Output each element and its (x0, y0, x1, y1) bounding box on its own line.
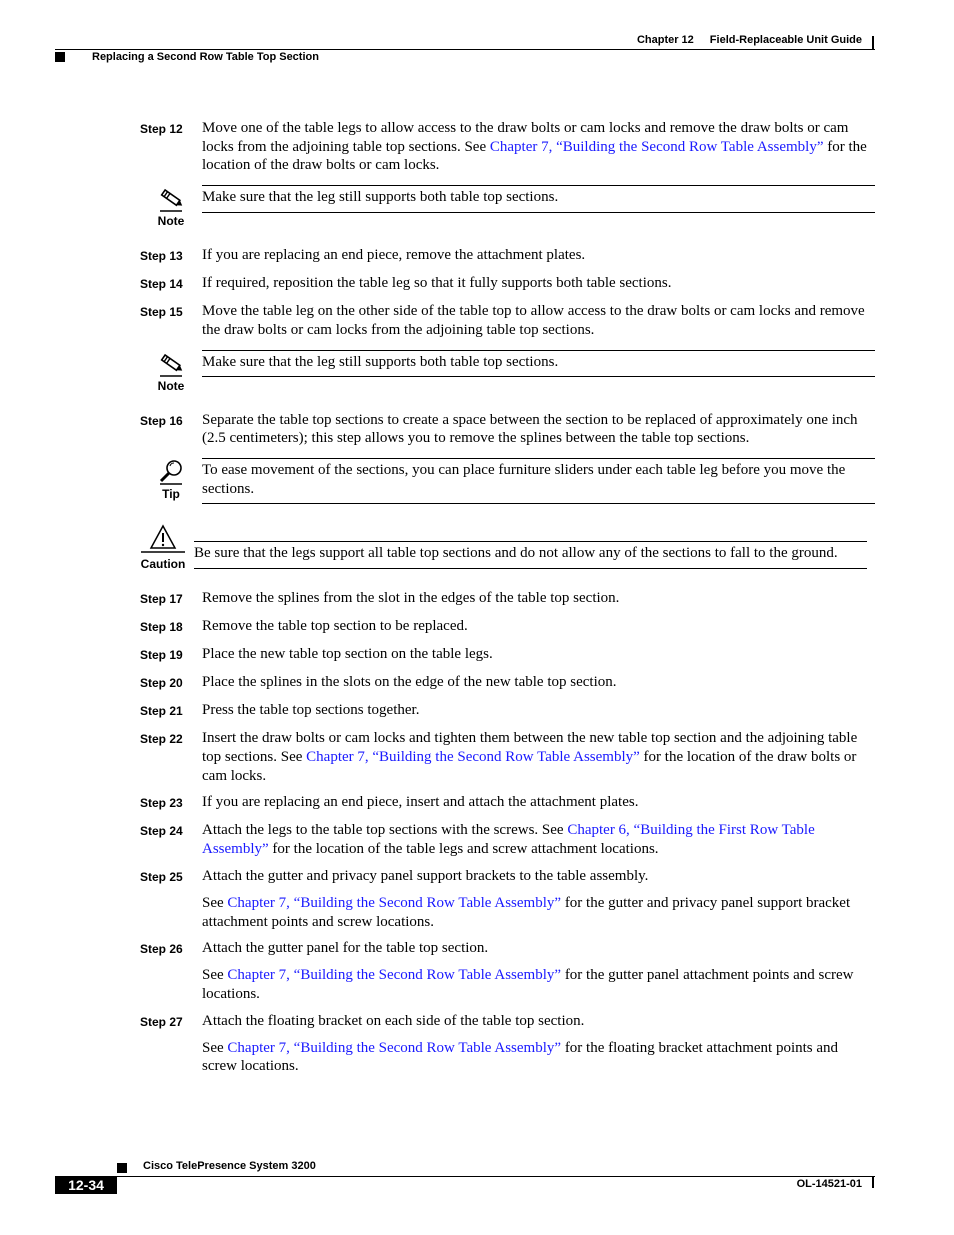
step-18 (140, 617, 875, 637)
step-text-post: for the gutter panel attachment points and screw locations. (202, 967, 854, 1002)
step-text: Attach the gutter panel for the table top section. (202, 940, 489, 957)
step-27 (140, 1012, 875, 1032)
step-text: Attach the floating bracket on each side of the table top section. (202, 1012, 585, 1029)
step-text-pre: See (202, 967, 228, 984)
footer-doc-number: OL-14521-01 (796, 1178, 862, 1190)
step-text: Remove the splines from the slot in the edges of the table top section. (202, 590, 620, 607)
step-text-pre: See (202, 1039, 228, 1056)
step-label: Step 13 (140, 249, 183, 264)
header-section-title: Replacing a Second Row Table Top Section (92, 51, 319, 63)
step-17 (140, 589, 875, 609)
chapter-link[interactable]: Chapter 6, “Building the First Row Table Assembly” (202, 822, 815, 858)
footer-product-title: Cisco TelePresence System 3200 (143, 1160, 316, 1172)
header-chapter: Chapter 12 (636, 34, 694, 46)
step-text-post: for the location of the draw bolts or cam locks. (202, 749, 857, 784)
step-text-post: for the gutter and privacy panel support bracket attachment points and screw locations. (202, 894, 851, 930)
note-icon-column (140, 185, 202, 228)
step-25 (140, 867, 875, 887)
step-text-pre: See (202, 894, 228, 911)
step-label: Step 26 (140, 942, 183, 957)
pencil-icon (157, 350, 185, 378)
step-label: Step 24 (140, 824, 183, 839)
header-rule (55, 49, 875, 50)
note-box (140, 350, 875, 393)
step-26 (140, 939, 875, 959)
step-12 (140, 119, 875, 175)
step-text-post: for the location of the draw bolts or cam locks. (202, 138, 867, 174)
step-label: Step 20 (140, 676, 183, 691)
step-text: Place the splines in the slots on the edge of the new table top section. (202, 674, 617, 691)
step-label: Step 27 (140, 1014, 183, 1029)
step-label: Step 17 (140, 592, 183, 607)
footer-marker (117, 1163, 127, 1173)
header-marker (55, 52, 65, 62)
main-content (140, 119, 875, 1084)
magnifier-icon (157, 458, 185, 486)
step-text (202, 119, 875, 175)
step-13 (140, 246, 875, 266)
step-25-detail (140, 894, 875, 931)
step-label: Step 19 (140, 648, 183, 663)
step-23 (140, 793, 875, 813)
page-number: 12-34 (55, 1176, 117, 1194)
note-text: Make sure that the leg still supports both table top sections. (202, 185, 875, 213)
step-19 (140, 645, 875, 665)
step-26-detail (140, 966, 875, 1003)
step-20 (140, 673, 875, 693)
warning-triangle-icon (139, 524, 187, 556)
caution-box (140, 524, 875, 571)
step-text: Move the table leg on the other side of the table top to allow access to the draw bolts or cam locks and remove the draw bolts or cam locks from the adjoining table top sections. (202, 303, 865, 338)
step-text-post: for the floating bracket attachment points and screw locations. (202, 1039, 839, 1075)
header-guide-title: Field-Replaceable Unit Guide (709, 34, 862, 46)
caution-icon-column (132, 524, 194, 571)
tip-icon-column (140, 458, 202, 501)
tip-box (140, 458, 875, 504)
step-detail-text (202, 894, 875, 931)
tip-text: To ease movement of the sections, you can place furniture sliders under each table leg before you move the sections. (202, 458, 875, 504)
step-21 (140, 701, 875, 721)
step-text: If required, reposition the table leg so that it fully supports both table sections. (202, 275, 672, 292)
chapter-link[interactable]: Chapter 7, “Building the Second Row Table Assembly” (227, 1039, 562, 1056)
step-text: Separate the table top sections to create a space between the section to be replaced of approximately one inch (2.5 centimeters); this step allows you to remove the splines between the table top sections. (202, 411, 858, 447)
step-text-pre: Attach the legs to the table top sections with the screws. See (202, 822, 568, 839)
footer-rule (55, 1176, 875, 1177)
tip-label: Tip (162, 486, 180, 501)
step-text (202, 729, 875, 785)
step-label: Step 12 (140, 122, 183, 136)
step-15 (140, 302, 875, 339)
chapter-link[interactable]: Chapter 7, “Building the Second Row Table Assembly” (489, 138, 824, 155)
step-text-pre: Insert the draw bolts or cam locks and tighten them between the new table top section and the adjoining table top sections. See (202, 730, 858, 766)
step-label: Step 25 (140, 869, 183, 884)
step-text: Press the table top sections together. (202, 702, 420, 719)
chapter-link[interactable]: Chapter 7, “Building the Second Row Table Assembly” (227, 967, 562, 984)
running-header (0, 34, 862, 46)
chapter-link[interactable]: Chapter 7, “Building the Second Row Table Assembly” (227, 894, 562, 911)
note-box (140, 185, 875, 228)
step-label: Step 16 (140, 413, 183, 428)
step-22 (140, 729, 875, 785)
step-label: Step 18 (140, 620, 183, 635)
step-label: Step 15 (140, 305, 183, 320)
step-label: Step 21 (140, 704, 183, 719)
footer-tick (872, 1176, 874, 1188)
step-detail-text (202, 966, 875, 1003)
note-icon-column (140, 350, 202, 393)
caution-text: Be sure that the legs support all table top sections and do not allow any of the sections to fall to the ground. (194, 541, 867, 569)
chapter-link[interactable]: Chapter 7, “Building the Second Row Table Assembly” (306, 749, 640, 766)
step-text: If you are replacing an end piece, remove the attachment plates. (202, 247, 586, 264)
step-14 (140, 274, 875, 294)
header-tick (872, 36, 874, 49)
step-text: Remove the table top section to be replaced. (202, 618, 468, 635)
step-24 (140, 821, 875, 858)
step-text: Attach the gutter and privacy panel support brackets to the table assembly. (202, 867, 649, 884)
step-label: Step 23 (140, 796, 183, 811)
step-detail-text (202, 1039, 875, 1076)
step-text-post: for the location of the table legs and screw attachment locations. (268, 841, 659, 858)
step-text-pre: Move one of the table legs to allow access to the draw bolts or cam locks and remove the draw bolts or cam locks from the adjoining table top sections. See (202, 120, 849, 155)
step-label: Step 22 (140, 732, 183, 747)
note-label: Note (157, 214, 185, 229)
step-text: Place the new table top section on the table legs. (202, 646, 493, 663)
step-label: Step 14 (140, 277, 183, 292)
step-27-detail (140, 1039, 875, 1076)
step-text (202, 821, 875, 858)
note-text: Make sure that the leg still supports both table top sections. (202, 350, 875, 378)
step-text: If you are replacing an end piece, insert and attach the attachment plates. (202, 794, 639, 811)
pencil-icon (157, 185, 185, 213)
caution-label: Caution (140, 557, 186, 572)
note-label: Note (157, 378, 185, 393)
step-16 (140, 411, 875, 448)
